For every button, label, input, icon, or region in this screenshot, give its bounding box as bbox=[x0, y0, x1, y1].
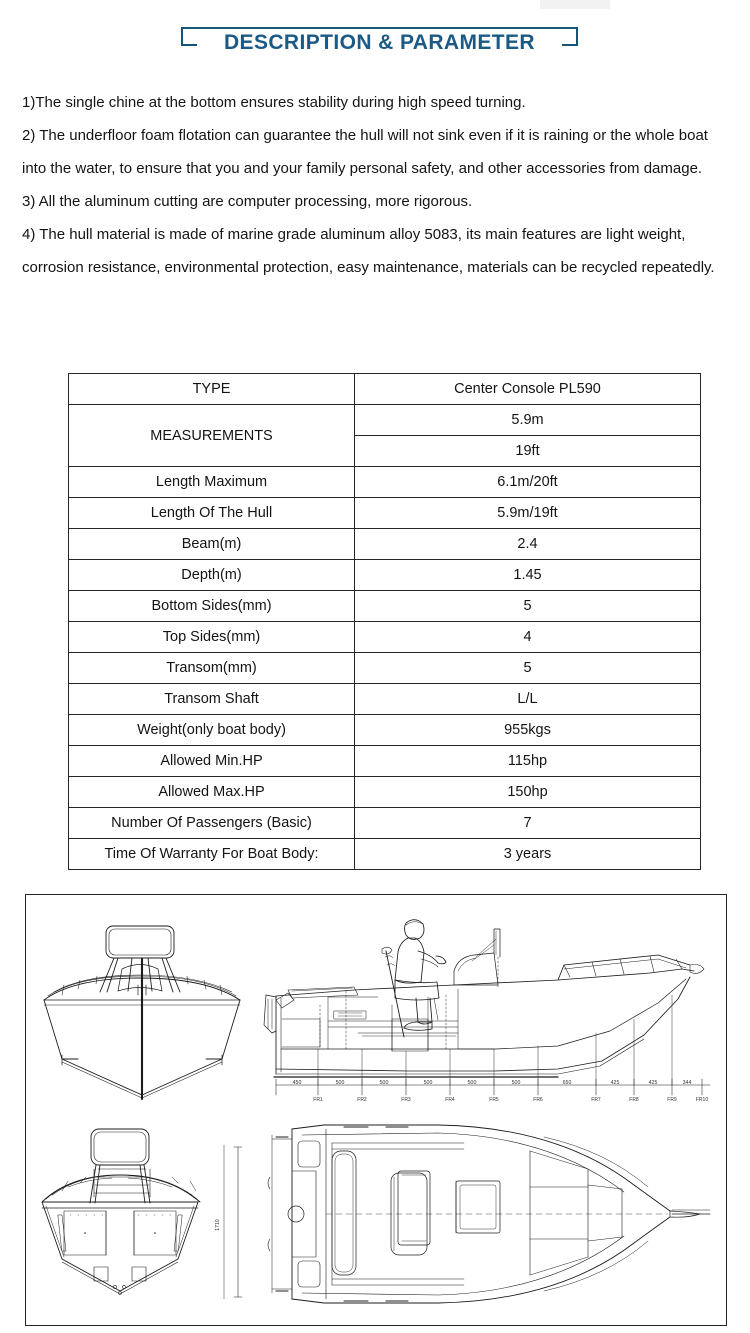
page-title-main: DESCRIPTION bbox=[223, 31, 372, 54]
page-title-ampersand: & bbox=[371, 31, 400, 54]
stern-view-drawing bbox=[28, 1107, 256, 1321]
station-label: FR3 bbox=[401, 1097, 411, 1103]
plan-view-drawing bbox=[258, 1107, 724, 1321]
spec-value: 5 bbox=[355, 591, 701, 622]
header-ghost-strip bbox=[540, 0, 610, 9]
description-block bbox=[22, 86, 728, 284]
spec-label: Allowed Min.HP bbox=[69, 746, 355, 777]
table-row bbox=[69, 405, 701, 436]
page-title bbox=[181, 31, 578, 55]
spec-label: Beam(m) bbox=[69, 529, 355, 560]
description-paragraph-2: 2) The underfloor foam flotation can guarantee the hull will not sink even if it is raining or the whole boat into the water, to ensure that you and your family personal safety, and other accessories from damage. bbox=[22, 127, 708, 177]
table-row bbox=[69, 498, 701, 529]
spec-label: MEASUREMENTS bbox=[69, 405, 355, 467]
spec-label: Depth(m) bbox=[69, 560, 355, 591]
description-paragraph-3: 3) All the aluminum cutting are computer processing, more rigorous. bbox=[22, 193, 473, 210]
dimension-label: 500 bbox=[467, 1080, 477, 1086]
table-row bbox=[69, 746, 701, 777]
table-row bbox=[69, 684, 701, 715]
table-row bbox=[69, 529, 701, 560]
spec-label: Allowed Max.HP bbox=[69, 777, 355, 808]
table-row bbox=[69, 374, 701, 405]
table-row bbox=[69, 560, 701, 591]
spec-label: Weight(only boat body) bbox=[69, 715, 355, 746]
spec-value: 4 bbox=[355, 622, 701, 653]
spec-label: TYPE bbox=[69, 374, 355, 405]
station-label: FR9 bbox=[667, 1097, 677, 1103]
spec-label: Time Of Warranty For Boat Body: bbox=[69, 839, 355, 870]
table-row bbox=[69, 839, 701, 870]
dimension-label: 500 bbox=[511, 1080, 521, 1086]
station-label: FR8 bbox=[629, 1097, 639, 1103]
spec-label: Top Sides(mm) bbox=[69, 622, 355, 653]
spec-label: Bottom Sides(mm) bbox=[69, 591, 355, 622]
station-label: FR2 bbox=[357, 1097, 367, 1103]
spec-label: Transom Shaft bbox=[69, 684, 355, 715]
station-label: FR7 bbox=[591, 1097, 601, 1103]
header-banner bbox=[0, 0, 750, 78]
title-bracket bbox=[181, 27, 578, 63]
station-label: FR10 bbox=[695, 1097, 709, 1103]
side-profile-drawing bbox=[258, 899, 724, 1105]
spec-value: 6.1m/20ft bbox=[355, 467, 701, 498]
dimension-label: 500 bbox=[379, 1080, 389, 1086]
dimension-label: 650 bbox=[562, 1080, 572, 1086]
bracket-top-rule bbox=[181, 27, 578, 29]
station-label: FR6 bbox=[533, 1097, 543, 1103]
spec-value: Center Console PL590 bbox=[355, 374, 701, 405]
dimension-label: 500 bbox=[335, 1080, 345, 1086]
table-row bbox=[69, 653, 701, 684]
page-title-second: PARAMETER bbox=[399, 31, 535, 54]
dimension-label: 500 bbox=[423, 1080, 433, 1086]
dimension-label: 425 bbox=[648, 1080, 658, 1086]
dimension-label: 344 bbox=[682, 1080, 692, 1086]
spec-value: 5 bbox=[355, 653, 701, 684]
spec-value: 1.45 bbox=[355, 560, 701, 591]
table-row bbox=[69, 777, 701, 808]
spec-value: 955kgs bbox=[355, 715, 701, 746]
table-row bbox=[69, 808, 701, 839]
technical-drawing-panel bbox=[25, 894, 727, 1326]
spec-label: Length Maximum bbox=[69, 467, 355, 498]
station-label: FR5 bbox=[489, 1097, 499, 1103]
specification-table-body bbox=[69, 374, 701, 870]
spec-value: 150hp bbox=[355, 777, 701, 808]
specification-table bbox=[68, 373, 701, 870]
spec-value: 3 years bbox=[355, 839, 701, 870]
table-row bbox=[69, 591, 701, 622]
spec-value: 5.9m bbox=[355, 405, 701, 436]
description-paragraph-4: 4) The hull material is made of marine grade aluminum alloy 5083, its main features are light weight, corrosion resistance, environmental protection, easy maintenance, materials can be recycled repeatedly. bbox=[22, 226, 715, 276]
table-row bbox=[69, 715, 701, 746]
table-row bbox=[69, 467, 701, 498]
bow-view-drawing bbox=[28, 899, 256, 1105]
station-label: FR1 bbox=[313, 1097, 323, 1103]
table-row bbox=[69, 622, 701, 653]
spec-value: 115hp bbox=[355, 746, 701, 777]
spec-value: L/L bbox=[355, 684, 701, 715]
dimension-label: 1710 bbox=[215, 1219, 221, 1231]
description-paragraph-1: 1)The single chine at the bottom ensures stability during high speed turning. bbox=[22, 94, 526, 111]
spec-value: 7 bbox=[355, 808, 701, 839]
spec-label: Number Of Passengers (Basic) bbox=[69, 808, 355, 839]
spec-value: 2.4 bbox=[355, 529, 701, 560]
spec-label: Length Of The Hull bbox=[69, 498, 355, 529]
spec-label: Transom(mm) bbox=[69, 653, 355, 684]
dimension-label: 450 bbox=[292, 1080, 302, 1086]
spec-value: 5.9m/19ft bbox=[355, 498, 701, 529]
spec-value: 19ft bbox=[355, 436, 701, 467]
dimension-label: 425 bbox=[610, 1080, 620, 1086]
station-label: FR4 bbox=[445, 1097, 455, 1103]
